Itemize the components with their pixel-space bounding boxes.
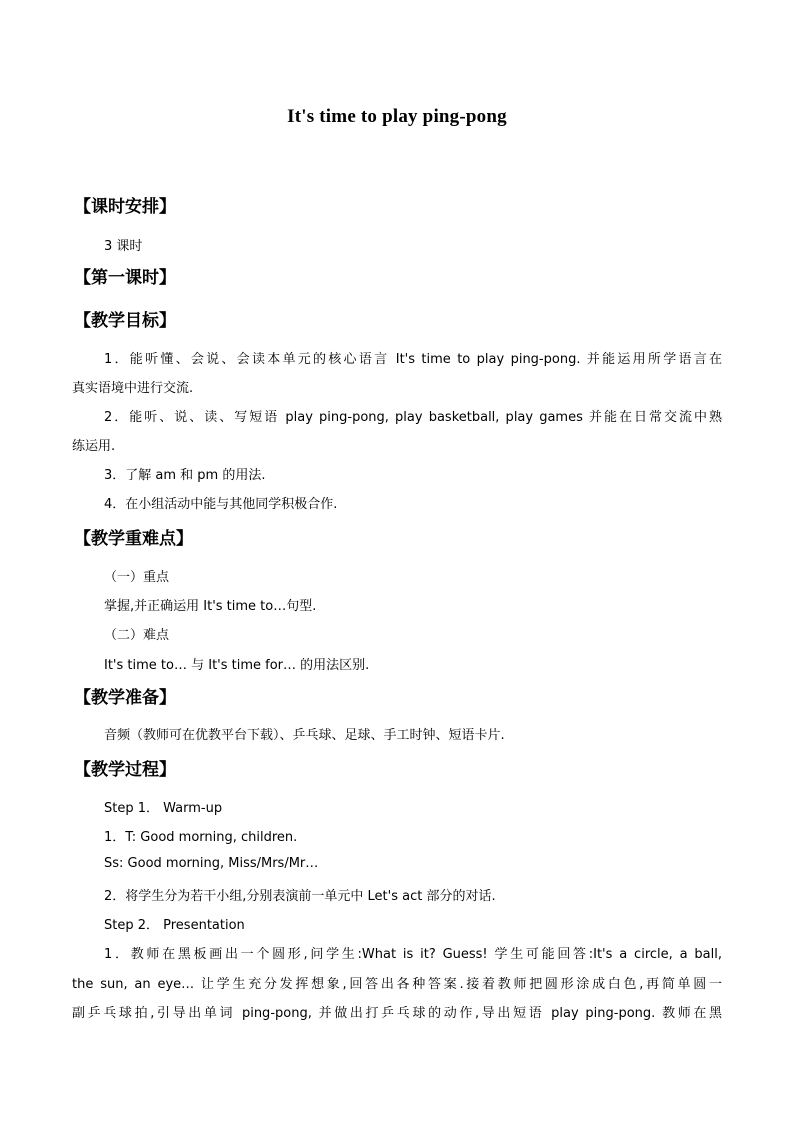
goal-3: 3．了解 am 和 pm 的用法. — [104, 468, 266, 483]
step-1-item-1: 1．T: Good morning, children. — [104, 830, 298, 845]
goal-2-line-1: 2．能听、说、读、写短语 play ping-pong, play basketball, play games 并能在日常交流中熟 — [104, 410, 722, 425]
schedule-heading: 【课时安排】 — [74, 197, 176, 217]
goals-heading: 【教学目标】 — [74, 311, 176, 331]
step-2-line-3: 副乒乓球拍,引导出单词 ping-pong, 并做出打乒乓球的动作,导出短语 play ping-pong. 教师在黑 — [72, 1006, 722, 1021]
difficulty-label: （二）难点 — [104, 628, 170, 643]
step-2-line-1: 1．教师在黑板画出一个圆形,问学生:What is it? Guess! 学生可能回答:It's a circle, a ball, — [104, 947, 722, 962]
step-1-title: Step 1． Warm-up — [104, 801, 223, 816]
goal-2-line-2: 练运用. — [72, 439, 116, 454]
goal-4: 4．在小组活动中能与其他同学积极合作. — [104, 497, 338, 512]
key-point-text: 掌握,并正确运用 It's time to…句型. — [104, 599, 317, 614]
document-title: It's time to play ping-pong — [287, 106, 507, 127]
step-1-item-3: 2．将学生分为若干小组,分别表演前一单元中 Let's act 部分的对话. — [104, 889, 496, 904]
step-2-line-2: the sun, an eye… 让学生充分发挥想象,回答出各种答案.接着教师把圆形涂成白色,再简单圆一 — [72, 977, 722, 992]
step-1-item-2: Ss: Good morning, Miss/Mrs/Mr… — [104, 856, 319, 871]
difficulty-text: It's time to… 与 It's time for… 的用法区别. — [104, 658, 370, 673]
process-heading: 【教学过程】 — [74, 760, 176, 780]
goal-1-line-2: 真实语境中进行交流. — [72, 381, 194, 396]
keypoints-heading: 【教学重难点】 — [74, 529, 193, 549]
goal-1-line-1: 1．能听懂、会说、会读本单元的核心语言 It's time to play ping-pong. 并能运用所学语言在 — [104, 352, 722, 367]
prep-text: 音频（教师可在优教平台下载）、乒乓球、足球、手工时钟、短语卡片. — [104, 728, 505, 743]
step-2-title: Step 2． Presentation — [104, 918, 245, 933]
key-point-label: （一）重点 — [104, 570, 170, 585]
lesson1-heading: 【第一课时】 — [74, 268, 176, 288]
prep-heading: 【教学准备】 — [74, 688, 176, 708]
schedule-value: 3 课时 — [104, 239, 143, 254]
